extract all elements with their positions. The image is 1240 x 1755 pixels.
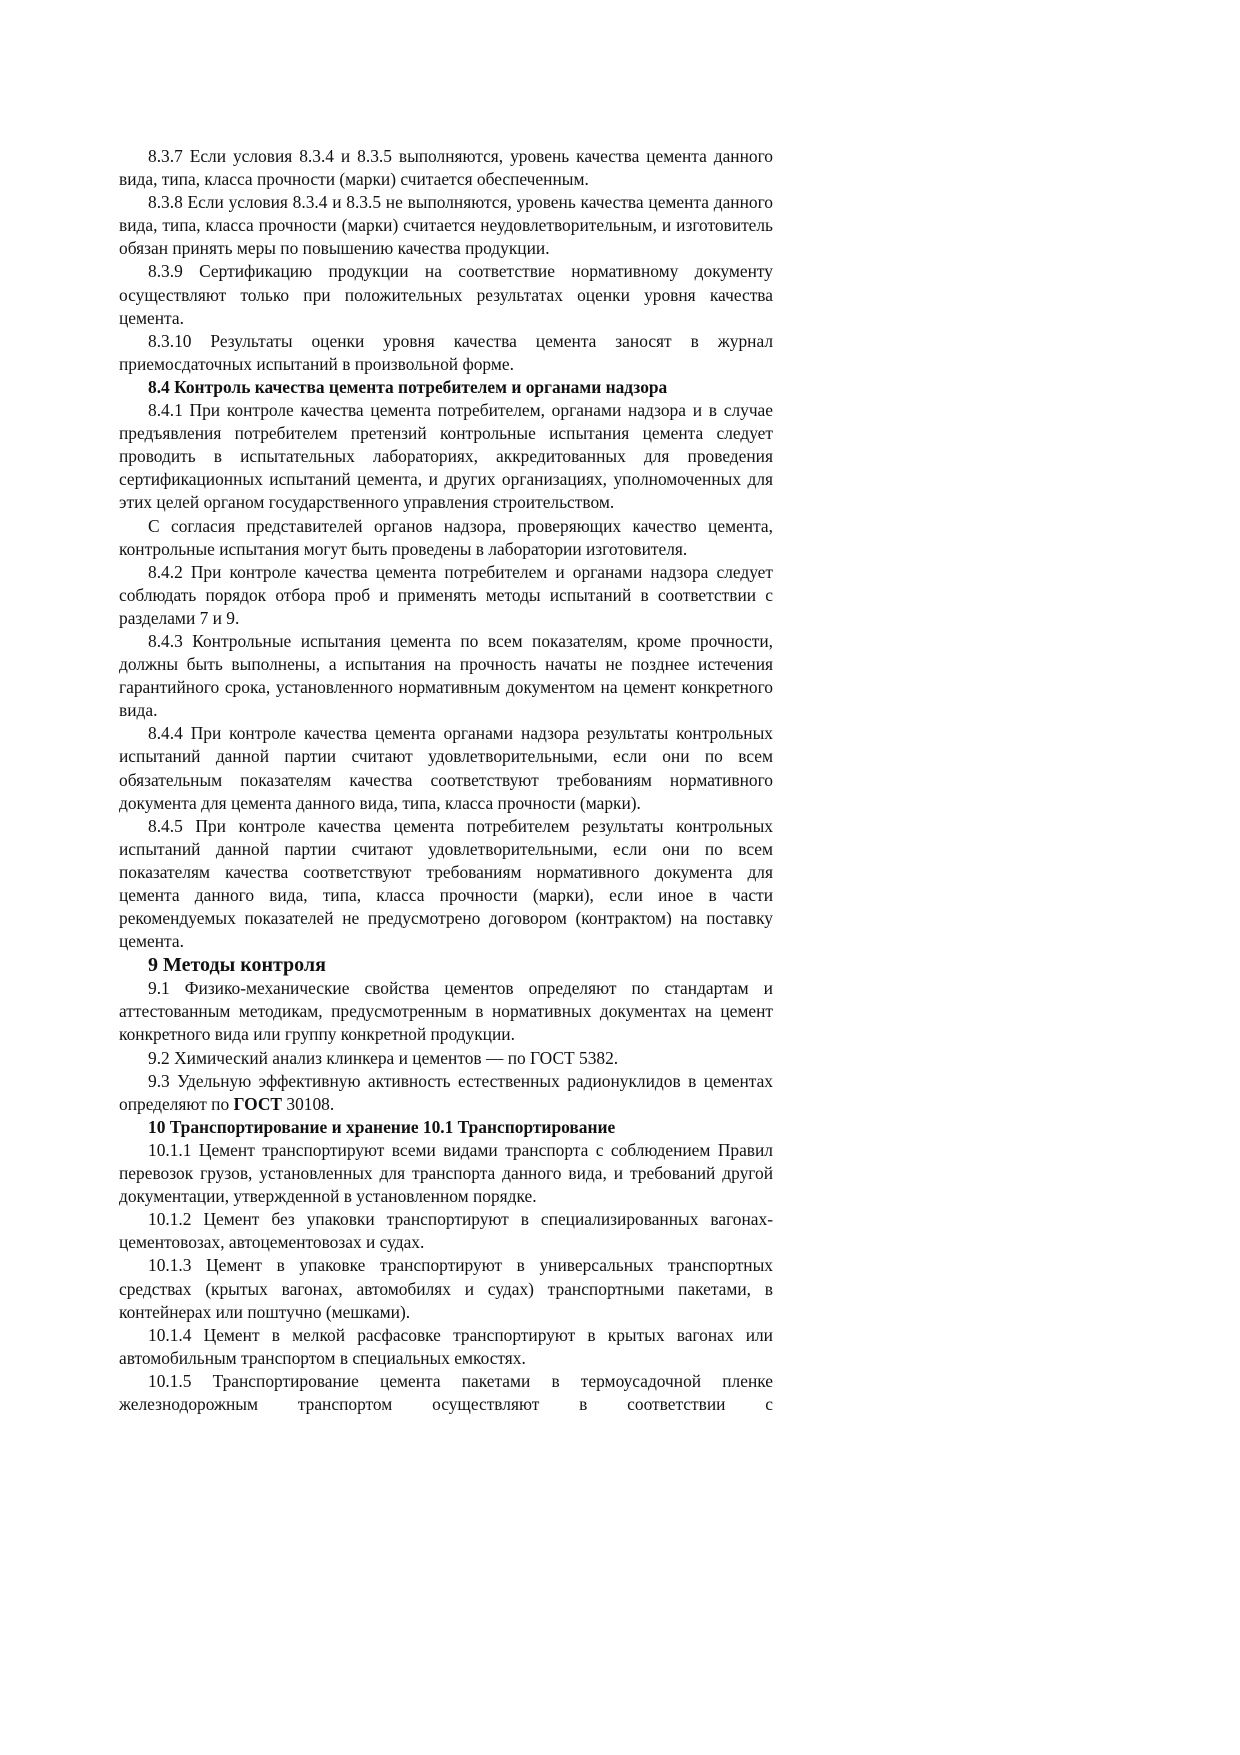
- paragraph-8-3-9: 8.3.9 Сертификацию продукции на соответствие нормативному документу осуществляют только при положительных результатах оценки уровня качества цемента.: [119, 261, 773, 328]
- paragraph-9-3-text: 9.3 Удельную эффективную активность естественных радионуклидов в цементах определяют по: [119, 1070, 773, 1114]
- paragraph-10-1-4: 10.1.4 Цемент в мелкой расфасовке транспортируют в крытых вагонах или автомобильным транспортом в специальных емкостях.: [119, 1324, 773, 1368]
- paragraph-8-4-5: 8.4.5 При контроле качества цемента потребителем результаты контрольных испытаний данной партии считают удовлетворительными, если они по всем показателям качества соответствуют требованиям нормативного документа для цемента данного вида, типа, класса прочности (марки), если иное в части рекомендуемых показателей не предусмотрено договором (контрактом) на поставку цемента.: [119, 815, 773, 952]
- paragraph-8-4-3: 8.4.3 Контрольные испытания цемента по всем показателям, кроме прочности, должны быть выполнены, а испытания на прочность начаты не позднее истечения гарантийного срока, установленного нормативным документом на цемент конкретного вида.: [119, 630, 773, 721]
- gost-bold-ref: ГОСТ: [233, 1093, 283, 1114]
- section-heading-9: 9 Методы контроля: [148, 954, 326, 977]
- paragraph-9-3: [119, 1070, 773, 1116]
- paragraph-9-3-number: 30108.: [282, 1093, 335, 1114]
- section-heading-10: 10 Транспортирование и хранение 10.1 Транспортирование: [148, 1116, 616, 1137]
- paragraph-9-1: 9.1 Физико-механические свойства цементов определяют по стандартам и аттестованным методикам, предусмотренным в нормативных документах на цемент конкретного вида или группу конкретной продукции.: [119, 978, 773, 1045]
- paragraph-9-2: 9.2 Химический анализ клинкера и цементов — по ГОСТ 5382.: [148, 1047, 619, 1068]
- paragraph-8-3-10: 8.3.10 Результаты оценки уровня качества цемента заносят в журнал приемосдаточных испытаний в произвольной форме.: [119, 330, 773, 374]
- paragraph-10-1-2: 10.1.2 Цемент без упаковки транспортируют в специализированных вагонах-цементовозах, автоцементовозах и судах.: [119, 1209, 773, 1253]
- section-heading-8-4: 8.4 Контроль качества цемента потребителем и органами надзора: [148, 376, 668, 397]
- paragraph-10-1-5: 10.1.5 Транспортирование цемента пакетами в термоусадочной пленке железнодорожным транспортом осуществляют в соответствии с: [119, 1370, 773, 1414]
- paragraph-8-4-1-continuation: С согласия представителей органов надзора, проверяющих качество цемента, контрольные испытания могут быть проведены в лаборатории изготовителя.: [119, 515, 773, 559]
- paragraph-10-1-1: 10.1.1 Цемент транспортируют всеми видами транспорта с соблюдением Правил перевозок грузов, установленных для транспорта данного вида, и требований другой документации, утвержденной в установленном порядке.: [119, 1139, 773, 1207]
- paragraph-8-4-1: 8.4.1 При контроле качества цемента потребителем, органами надзора и в случае предъявления потребителем претензий контрольные испытания цемента следует проводить в испытательных лабораториях, аккредитованных для проведения сертификационных испытаний цемента, и других организациях, уполномоченных для этих целей органом государственного управления строительством.: [119, 400, 773, 513]
- paragraph-10-1-3: 10.1.3 Цемент в упаковке транспортируют в универсальных транспортных средствах (крытых вагонах, автомобилях и судах) транспортными пакетами, в контейнерах или поштучно (мешками).: [119, 1255, 773, 1322]
- paragraph-8-3-7: 8.3.7 Если условия 8.3.4 и 8.3.5 выполняются, уровень качества цемента данного вида, типа, класса прочности (марки) считается обеспеченным.: [119, 146, 773, 190]
- paragraph-8-4-2: 8.4.2 При контроле качества цемента потребителем и органами надзора следует соблюдать порядок отбора проб и применять методы испытаний в соответствии с разделами 7 и 9.: [119, 561, 773, 628]
- document-page: [119, 145, 773, 1416]
- paragraph-8-3-8: 8.3.8 Если условия 8.3.4 и 8.3.5 не выполняются, уровень качества цемента данного вида, типа, класса прочности (марки) считается неудовлетворительным, и изготовитель обязан принять меры по повышению качества продукции.: [119, 192, 773, 259]
- paragraph-8-4-4: 8.4.4 При контроле качества цемента органами надзора результаты контрольных испытаний данной партии считают удовлетворительными, если они по всем обязательным показателям качества соответствуют требованиям нормативного документа для цемента данного вида, типа, класса прочности (марки).: [119, 723, 773, 813]
